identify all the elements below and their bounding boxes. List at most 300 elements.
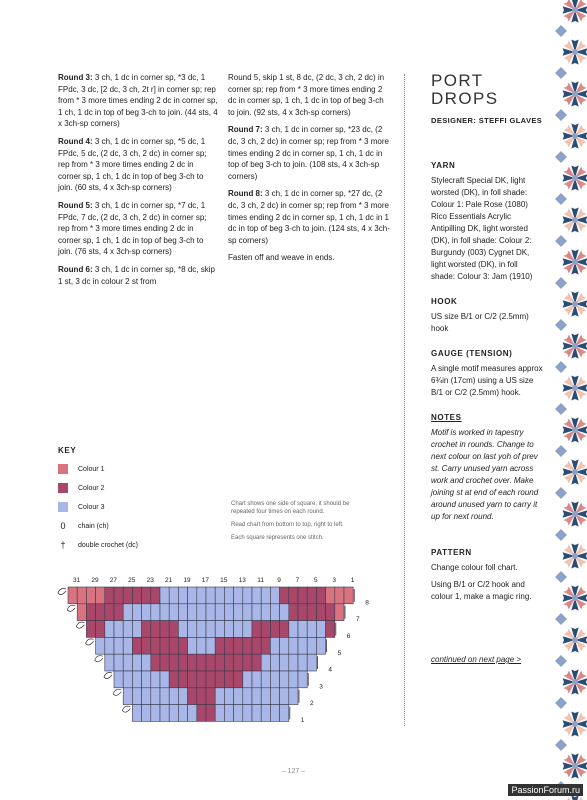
chart-cell: [252, 654, 261, 671]
key-title: KEY: [58, 446, 77, 455]
chart-cell: [86, 621, 95, 638]
yarn-text: Stylecraft Special DK, light worsted (DK), in foll shade: Colour 1: Pale Rose (1080) Rico Essentials Acrylic Antipilling DK, light worsted (DK), in foll shade: Colour 2: Burgundy (003) Cygnet DK, light worsted (DK), in foll shade: Colour 3: Jam (1910): [431, 176, 533, 281]
border-motif: [572, 721, 578, 727]
border-motif: [555, 655, 567, 667]
round-label: Round 5:: [58, 200, 93, 210]
chart-cell: [160, 637, 169, 654]
chart-cell: [224, 654, 233, 671]
border-motif: [572, 469, 578, 475]
chart-cell: [142, 671, 151, 688]
chart-cell: [132, 637, 141, 654]
chart-cell: [178, 654, 187, 671]
chart-cell: [224, 688, 233, 705]
chart-cell: [270, 671, 279, 688]
chart-note: Each square represents one stitch.: [231, 535, 324, 541]
chart-cell: [197, 705, 206, 722]
round-text: 3 ch, 1 dc in corner sp, *5 dc, 1 FPdc, 5 dc, (2 dc, 3 ch, 2 dc) in corner sp; rep from * 3 more times ending 2 dc in corner sp, 1 ch, 1 dc in top of beg 3-ch to join. (60 sts, 4 x 3ch-sp corners): [58, 136, 207, 193]
chart-cell: [298, 604, 307, 621]
chart-cell: [252, 688, 261, 705]
chain-symbol: [76, 622, 84, 628]
chart-cell: [234, 621, 243, 638]
chart-cell: [270, 604, 279, 621]
chart-cell: [252, 604, 261, 621]
chart-cell: [178, 705, 187, 722]
chart-cell: [243, 671, 252, 688]
chart-cell: [123, 688, 132, 705]
chart-cell: [197, 621, 206, 638]
chart-cell: [307, 621, 316, 638]
chart-cell: [123, 604, 132, 621]
chart-cell: [197, 587, 206, 604]
chart-cell: [298, 637, 307, 654]
chart-cell: [123, 654, 132, 671]
chart-cell: [96, 621, 105, 638]
chart-cell: [307, 654, 316, 671]
chart-cell: [261, 705, 270, 722]
chart-cell: [188, 654, 197, 671]
chart-cell: [188, 637, 197, 654]
title-line-2: DROPS: [431, 89, 499, 108]
chart-cell: [316, 637, 325, 654]
chart-cell: [96, 604, 105, 621]
key-label: Colour 2: [78, 484, 105, 492]
column-label: 19: [183, 577, 191, 584]
chart-cell: [160, 587, 169, 604]
chart-cell: [114, 671, 123, 688]
chart-cell: [132, 705, 141, 722]
chart-cell: [169, 604, 178, 621]
chart-cell: [77, 604, 86, 621]
chart-cell: [197, 637, 206, 654]
chart-cell: [215, 688, 224, 705]
chart-cell: [132, 671, 141, 688]
chart-cell: [206, 654, 215, 671]
chart-cell: [160, 671, 169, 688]
chart-cell: [234, 671, 243, 688]
chart-cell: [270, 705, 279, 722]
chart-cell: [151, 621, 160, 638]
chart-cell: [289, 688, 298, 705]
column-label: 3: [332, 577, 337, 584]
chart-cell: [252, 671, 261, 688]
row-label: 2: [310, 700, 314, 708]
chart-cell: [142, 654, 151, 671]
chart-cell: [234, 688, 243, 705]
border-motif: [555, 109, 567, 121]
chart-cell: [188, 705, 197, 722]
round-text: 3 ch, 1 dc in corner sp, *23 dc, (2 dc, 3 ch, 2 dc) in corner sp; rep from * 3 more times ending 2 dc in corner sp, 1 ch, 1 dc in top of beg 3-ch to join. (108 sts, 4 x 3ch-sp corners): [228, 125, 389, 181]
chart-cell: [160, 621, 169, 638]
chart-cell: [326, 604, 335, 621]
key-label: Colour 3: [78, 503, 105, 511]
border-motif: [571, 796, 578, 800]
chart-cell: [261, 637, 270, 654]
yarn-heading: YARN: [431, 161, 456, 170]
continued-link[interactable]: continued on next page >: [431, 655, 522, 664]
watermark: PassionForum.ru: [508, 784, 583, 796]
page-number: – 127 –: [281, 768, 306, 775]
chart-cell: [188, 604, 197, 621]
chart-cell: [68, 587, 77, 604]
chart-cell: [224, 637, 233, 654]
chart-cell: [270, 621, 279, 638]
chart-cell: [169, 637, 178, 654]
column-label: 11: [257, 577, 264, 584]
chart-cell: [114, 654, 123, 671]
chart-cell: [335, 604, 344, 621]
chart-cell: [160, 654, 169, 671]
chart-cell: [169, 705, 178, 722]
chart-cell: [132, 604, 141, 621]
border-motif: [572, 385, 578, 391]
chart-cell: [234, 637, 243, 654]
chart-cell: [206, 621, 215, 638]
chart-cell: [270, 654, 279, 671]
border-motif: [555, 487, 567, 499]
chart-cell: [280, 637, 289, 654]
chart-cell: [178, 604, 187, 621]
border-motif: [555, 67, 567, 79]
chart-cell: [178, 637, 187, 654]
chain-symbol: [67, 605, 75, 611]
chart-cell: [252, 637, 261, 654]
chart-cell: [307, 637, 316, 654]
chart-cell: [86, 604, 95, 621]
chart-cell: [206, 671, 215, 688]
chart-cell: [114, 604, 123, 621]
chart-cell: [206, 587, 215, 604]
chart-note: Chart shows one side of square; it should be repeated four times on each round.: [231, 501, 350, 515]
chart-cell: [160, 604, 169, 621]
chart-cell: [142, 705, 151, 722]
row-label: 5: [337, 649, 342, 657]
border-motif: [555, 613, 567, 625]
chart-cell: [261, 688, 270, 705]
chain-symbol: [113, 689, 121, 695]
chart-cell: [280, 604, 289, 621]
column-label: 21: [164, 577, 173, 584]
chart-cell: [234, 654, 243, 671]
chart-cell: [252, 587, 261, 604]
chart-cell: [215, 654, 224, 671]
chart-cell: [160, 705, 169, 722]
column-label: 27: [109, 577, 118, 584]
column-label: 1: [350, 577, 355, 584]
notes-heading: NOTES: [431, 413, 462, 422]
chart-cell: [261, 587, 270, 604]
chart-cell: [151, 705, 160, 722]
chart-cell: [289, 587, 298, 604]
round-label: Round 3:: [58, 73, 93, 82]
border-motif: [572, 511, 578, 517]
chart-cell: [206, 637, 215, 654]
chart-cell: [234, 705, 243, 722]
row-label: 3: [319, 683, 323, 691]
chart-cell: [96, 587, 105, 604]
chart-cell: [280, 587, 289, 604]
chart-cell: [307, 604, 316, 621]
chart-cell: [105, 587, 114, 604]
border-motif: [555, 403, 567, 415]
border-motif: [555, 25, 567, 37]
chart-note: Read chart from bottom to top, right to left.: [231, 522, 344, 528]
chart-cell: [316, 621, 325, 638]
chart-cell: [243, 637, 252, 654]
border-motif: [555, 235, 567, 247]
chart-cell: [142, 587, 151, 604]
border-motif: [572, 343, 578, 349]
chart-cell: [307, 587, 316, 604]
row-label: 6: [346, 633, 351, 640]
notes-text: Motif is worked in tapestry crochet in rounds. Change to next colour on last yoh of prev st. Carry unused yarn across work and crochet over. Make joining st at end of each round around unused yarn to carry it up for next round.: [431, 428, 539, 521]
column-label: 15: [220, 577, 228, 584]
row-label: 4: [328, 666, 333, 674]
chart-cell: [298, 621, 307, 638]
chart-cell: [105, 621, 114, 638]
round-text: Round 5, skip 1 st, 8 dc, (2 dc, 3 ch, 2 dc) in corner sp; rep from * 3 more times ending 2 dc in corner sp, 1 ch, 1 dc in top of beg 3-ch to join. (92 sts, 4 x 3ch-sp corners): [228, 73, 385, 117]
pattern-text-1: Change colour foll chart.: [431, 563, 518, 572]
chart-cell: [243, 705, 252, 722]
chart-cell: [270, 688, 279, 705]
chart-cell: [86, 587, 95, 604]
column-label: 31: [72, 577, 81, 584]
chart-cell: [243, 587, 252, 604]
key-label: chain (ch): [78, 522, 109, 530]
chart-cell: [169, 671, 178, 688]
pattern-title: [431, 72, 543, 108]
chart-cell: [206, 688, 215, 705]
row-label: 7: [356, 616, 360, 624]
chart-cell: [105, 637, 114, 654]
chart-cell: [114, 637, 123, 654]
border-motif: [572, 553, 578, 559]
border-motif: [572, 175, 578, 181]
chart-cell: [261, 621, 270, 638]
pattern-heading: PATTERN: [431, 548, 472, 557]
border-motif: [572, 637, 578, 643]
chart-cell: [132, 688, 141, 705]
round-text: 3 ch, 1 dc in corner sp, *27 dc, (2 dc, 3 ch, 2 dc) in corner sp; rep from * 3 more times ending 2 dc in corner sp, 1 ch, 1 dc in 1 dc in top of beg 3-ch to join. (124 sts, 4 x 3ch-sp corners): [228, 189, 390, 245]
border-motif: [572, 301, 578, 307]
chart-cell: [114, 621, 123, 638]
chart-cell: [298, 587, 307, 604]
chart-cell: [197, 604, 206, 621]
chart-cell: [151, 637, 160, 654]
chart-cell: [270, 587, 279, 604]
border-motif: [555, 697, 567, 709]
chain-symbol: [122, 706, 130, 712]
chart-cell: [151, 654, 160, 671]
chart-cell: [105, 654, 114, 671]
row-label: 1: [300, 717, 305, 724]
chart-cell: [224, 587, 233, 604]
chart-cell: [197, 654, 206, 671]
chart-cell: [151, 604, 160, 621]
chart-cell: [114, 587, 123, 604]
chart-cell: [326, 587, 335, 604]
chart-cell: [206, 604, 215, 621]
chart-cell: [261, 671, 270, 688]
title-line-1: PORT: [431, 71, 484, 90]
chart-cell: [298, 671, 307, 688]
chart-cell: [197, 671, 206, 688]
column-label: 9: [277, 577, 281, 584]
column-label: 29: [91, 577, 99, 584]
border-motif: [555, 319, 567, 331]
round-label: Round 4:: [58, 136, 93, 146]
key-symbol: 0: [60, 521, 66, 531]
row-label: 8: [365, 599, 369, 607]
chart-cell: [234, 604, 243, 621]
chart-cell: [123, 587, 132, 604]
chart-cell: [188, 671, 197, 688]
chart-cell: [169, 654, 178, 671]
chart-cell: [215, 671, 224, 688]
chart-cell: [169, 688, 178, 705]
chart-cell: [206, 705, 215, 722]
border-motif: [572, 49, 578, 55]
designer-credit: DESIGNER: STEFFI GLAVES: [431, 116, 543, 125]
chart-cell: [215, 604, 224, 621]
chart-cell: [142, 621, 151, 638]
round-text: 3 ch, 1 dc in corner sp, *8 dc, skip 1 st, 3 dc in colour 2 st from: [58, 264, 215, 286]
border-motif: [572, 217, 578, 223]
chart-cell: [289, 637, 298, 654]
chart-cell: [289, 654, 298, 671]
chart-cell: [142, 637, 151, 654]
chart-cell: [224, 705, 233, 722]
round-text: 3 ch, 1 dc in corner sp, *3 dc, 1 FPdc, 3 dc, [2 dc, 3 ch, 2t r] in corner sp; rep from * 3 more times ending 2 dc in corner sp, 1 ch, 1 dc in top of beg 3-ch to join. (44 sts, 4 x 3ch-sp corners): [58, 73, 218, 129]
chart-cell: [252, 705, 261, 722]
chart-cell: [280, 654, 289, 671]
border-motif: [572, 259, 578, 265]
chart-cell: [280, 621, 289, 638]
border-motif: [572, 7, 578, 13]
chart-cell: [270, 637, 279, 654]
chart-cell: [178, 688, 187, 705]
sidebar: [431, 72, 543, 666]
gauge-heading: GAUGE (TENSION): [431, 349, 513, 358]
round-label: Round 6:: [58, 264, 93, 274]
chart-cell: [215, 621, 224, 638]
chart-cell: [298, 654, 307, 671]
chart-cell: [289, 621, 298, 638]
column-label: 5: [313, 577, 318, 584]
chart-cell: [123, 637, 132, 654]
chart-cell: [132, 654, 141, 671]
chart-cell: [261, 604, 270, 621]
chart-cell: [160, 688, 169, 705]
pattern-text-2: Using B/1 or C/2 hook and colour 1, make a magic ring.: [431, 580, 532, 601]
chain-symbol: [95, 656, 103, 662]
hook-heading: HOOK: [431, 297, 458, 306]
chart-cell: [326, 621, 335, 638]
round-label: Round 7:: [228, 125, 263, 135]
border-motif: [555, 571, 567, 583]
decorative-border: [551, 0, 587, 800]
chart-cell: [344, 587, 353, 604]
chart-cell: [215, 587, 224, 604]
chart-cell: [252, 621, 261, 638]
chart-cell: [151, 688, 160, 705]
border-motif: [572, 679, 578, 685]
chart-cell: [224, 671, 233, 688]
column-label: 25: [128, 577, 136, 584]
chart-cell: [280, 688, 289, 705]
round-text: Fasten off and weave in ends.: [228, 253, 335, 263]
chain-symbol: [104, 673, 112, 679]
gauge-text: A single motif measures approx 6¾in (17cm) using a US size B/1 or C/2 (2.5mm) hook.: [431, 364, 543, 397]
chart-cell: [243, 654, 252, 671]
chart-cell: [289, 604, 298, 621]
chart-cell: [188, 688, 197, 705]
column-label: 13: [238, 577, 246, 584]
chart-cell: [142, 604, 151, 621]
key-label: Colour 1: [78, 465, 105, 473]
chart-cell: [224, 604, 233, 621]
chart-cell: [289, 671, 298, 688]
chart-cell: [261, 654, 270, 671]
border-motif: [572, 427, 578, 433]
chart-cell: [178, 587, 187, 604]
chart-cell: [224, 621, 233, 638]
chart-cell: [215, 637, 224, 654]
chart-cell: [215, 705, 224, 722]
chart-cell: [151, 587, 160, 604]
border-motif: [555, 445, 567, 457]
chart-cell: [234, 587, 243, 604]
chart-cell: [178, 621, 187, 638]
key-label: double crochet (dc): [78, 541, 138, 549]
chart-cell: [77, 587, 86, 604]
chart-cell: [335, 587, 344, 604]
chart-cell: [123, 621, 132, 638]
chart-cell: [132, 587, 141, 604]
chart-cell: [151, 671, 160, 688]
column-label: 17: [201, 577, 210, 584]
chart-cell: [132, 621, 141, 638]
border-motif: [555, 361, 567, 373]
chart-cell: [169, 587, 178, 604]
border-motif: [555, 739, 567, 751]
hook-text: US size B/1 or C/2 (2.5mm) hook: [431, 312, 529, 333]
border-motif: [555, 151, 567, 163]
chain-symbol: [58, 589, 66, 595]
column-divider: [404, 74, 405, 726]
chart-cell: [188, 587, 197, 604]
chart-cell: [142, 688, 151, 705]
chart-cell: [169, 621, 178, 638]
border-motif: [572, 133, 578, 139]
chart-cell: [243, 688, 252, 705]
chart-cell: [243, 621, 252, 638]
chart-cell: [316, 587, 325, 604]
border-motif: [572, 595, 578, 601]
round-text: 3 ch, 1 dc in corner sp, *7 dc, 1 FPdc, 7 dc, (2 dc, 3 ch, 2 dc) in corner sp; rep from * 3 more times ending 2 dc in corner sp, 1 ch, 1 dc in top of beg 3-ch to join. (76 sts, 4 x 3ch-sp corners): [58, 200, 207, 257]
border-motif: [555, 529, 567, 541]
chart-cell: [178, 671, 187, 688]
chart-cell: [188, 621, 197, 638]
column-label: 23: [146, 577, 154, 584]
column-label: 7: [295, 577, 300, 584]
border-motif: [555, 193, 567, 205]
chart-cell: [280, 705, 289, 722]
key-symbol: †: [60, 540, 66, 550]
border-motif: [572, 91, 578, 97]
chart-cell: [243, 604, 252, 621]
chart-cell: [197, 688, 206, 705]
chart-cell: [105, 604, 114, 621]
